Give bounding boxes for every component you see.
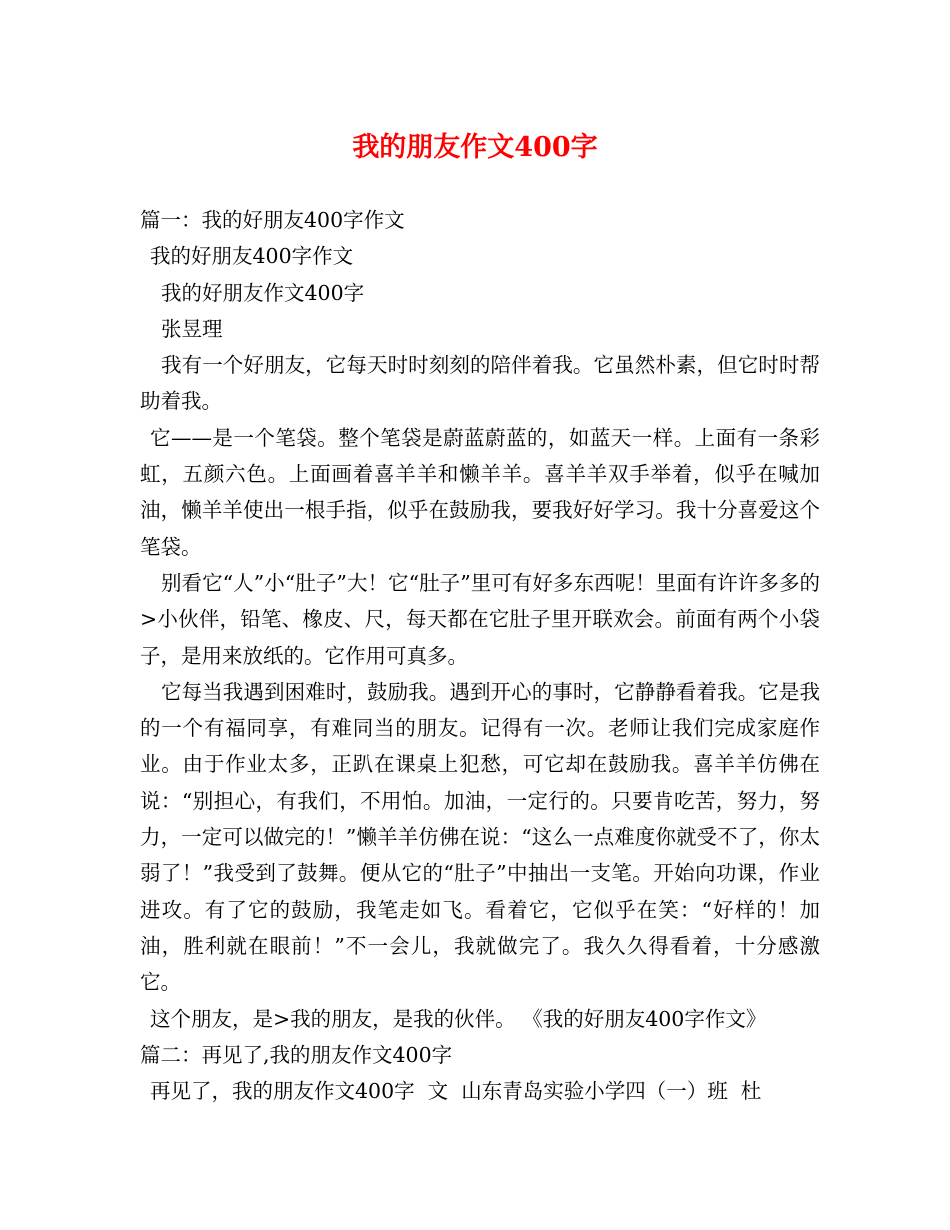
section-heading-1: 篇一：我的好朋友400字作文 [140, 208, 405, 232]
article-title: 我的好朋友作文400字 [161, 280, 365, 305]
article-byline: 再见了，我的朋友作文400字 文 山东青岛实验小学四（一）班 杜 [150, 1079, 762, 1104]
paragraph: 它——是一个笔袋。整个笔袋是蔚蓝蔚蓝的，如蓝天一样。上面有一条彩虹，五颜六色。上面画着喜羊羊和懒羊羊。喜羊羊双手举着，似乎在喊加油，懒羊羊使出一根手指，似乎在鼓励我，要我好好学习。我十分喜爱这个笔袋。 [140, 425, 820, 559]
paragraph: 它每当我遇到困难时，鼓励我。遇到开心的事时，它静静看着我。它是我的一个有福同享，有难同当的朋友。记得有一次。老师让我们完成家庭作业。由于作业太多，正趴在课桌上犯愁，可它却在鼓励我。喜羊羊仿佛在说：“别担心，有我们，不用怕。加油，一定行的。只要肯吃苦，努力，努力，一定可以做完的！”懒羊羊仿佛在说：“这么一点难度你就受不了，你太弱了！”我受到了鼓舞。便从它的“肚子”中抽出一支笔。开始向功课，作业进攻。有了它的鼓励，我笔走如飞。看着它，它似乎在笑：“好样的！加油，胜利就在眼前！”不一会儿，我就做完了。我久久得看着，十分感激它。 [140, 679, 820, 995]
paragraph: 我有一个好朋友，它每天时时刻刻的陪伴着我。它虽然朴素，但它时时帮助着我。 [140, 353, 820, 414]
paragraph: 别看它“人”小“肚子”大！它“肚子”里可有好多东西呢！里面有许许多多的>小伙伴，铅笔、橡皮、尺，每天都在它肚子里开联欢会。前面有两个小袋子，是用来放纸的。它作用可真多。 [140, 570, 820, 668]
article-subtitle: 我的好朋友400字作文 [150, 244, 354, 269]
document-title: 我的朋友作文400字 [352, 132, 598, 163]
document-body [140, 202, 820, 1109]
author-name: 张昱理 [161, 316, 223, 341]
paragraph: 这个朋友，是>我的朋友，是我的伙伴。 《我的好朋友400字作文》 [150, 1006, 767, 1031]
section-heading-2: 篇二：再见了,我的朋友作文400字 [140, 1042, 453, 1067]
